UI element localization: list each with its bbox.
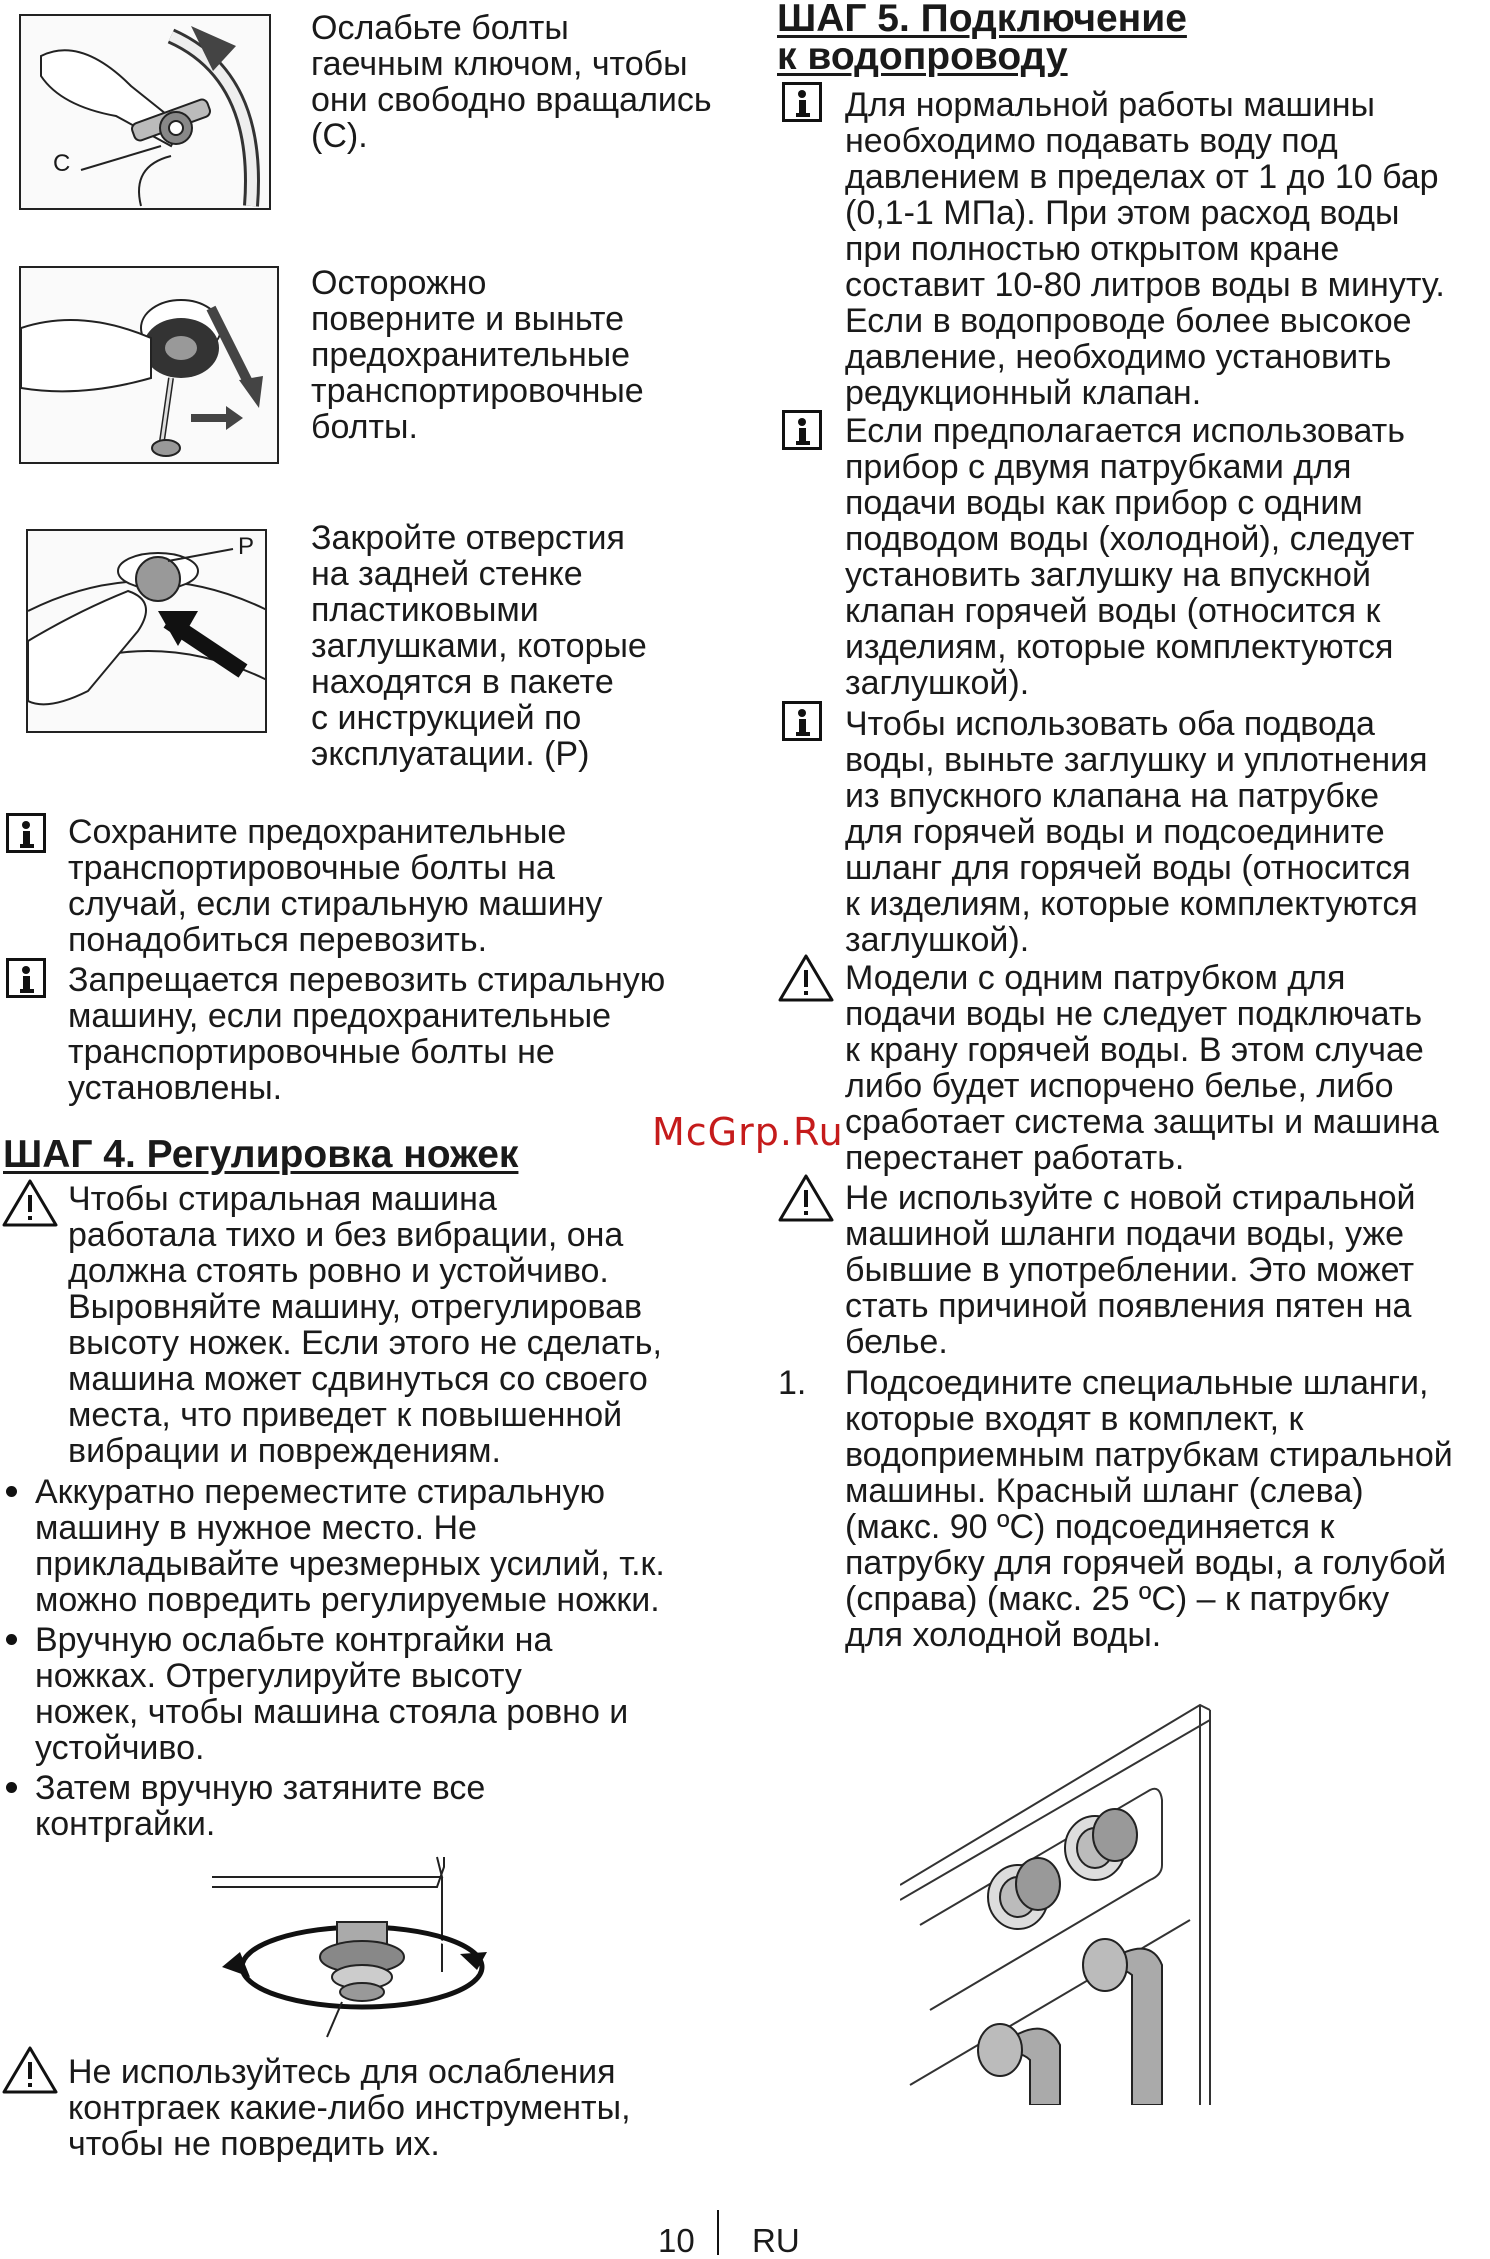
bullet-dot [6, 1486, 17, 1497]
info-icon [782, 701, 822, 741]
step4-bullet-3: Затем вручную затяните все контргайки. [35, 1769, 486, 1843]
bullet-dot [6, 1634, 17, 1645]
figure-loosen-bolts [19, 14, 271, 210]
step5-step-number: 1. [778, 1364, 807, 1402]
note-keep-bolts: Сохраните предохранительные транспортировочные болты на случай, если стиральную машину понадобиться перевозить. [68, 813, 603, 959]
note-no-transport: Запрещается перевозить стиральную машину, если предохранительные транспортировочные болты не установлены. [68, 961, 666, 1107]
warning-icon [778, 1173, 834, 1223]
footer-divider [717, 2210, 719, 2255]
step5-title: ШАГ 5. Подключение к водопроводу [777, 0, 1187, 78]
step4-bullet-2: Вручную ослабьте контргайки на ножках. Отрегулируйте высоту ножек, чтобы машина стояла ровно и устойчиво. [35, 1621, 629, 1767]
step4-title: ШАГ 4. Регулировка ножек [3, 1133, 519, 1176]
step4-bullet-1: Аккуратно переместите стиральную машину в нужное место. Не прикладывайте чрезмерных усилий, т.к. можно повредить регулируемые ножки. [35, 1473, 665, 1619]
figure-insert-plugs [26, 529, 267, 733]
step5-info-single-inlet: Если предполагается использовать прибор с двумя патрубками для подачи воды как прибор с одним подводом воды (холодной), следует установить заглушку на впускной клапан горячей воды (относится к изделиям, которые комплектуются заглушкой). [845, 412, 1415, 702]
info-icon [782, 410, 822, 450]
step5-warning-hot-water: Модели с одним патрубком для подачи воды не следует подключать к крану горячей воды. В этом случае либо будет испорчено белье, либо сработает система защиты и машина перестанет работать. [845, 959, 1439, 1177]
figure-label-p: P [238, 533, 255, 560]
fig2-caption: Осторожно поверните и выньте предохранительные транспортировочные болты. [311, 264, 644, 446]
step4-warning-tools: Не используйтесь для ослабления контргаек какие-либо инструменты, чтобы не повредить их. [68, 2053, 631, 2163]
fig1-caption: Ослабьте болты гаечным ключом, чтобы они свободно вращались (С). [311, 9, 712, 155]
foot-adjust-illustration [212, 1852, 492, 2042]
step5-info-both-inlets: Чтобы использовать оба подвода воды, выньте заглушку и уплотнения из впускного клапана на патрубке для горячей воды и подсоедините шланг для горячей воды (относится к изделиям, которые комплектуются заглушкой). [845, 705, 1428, 959]
page-language: RU [752, 2222, 800, 2259]
watermark: McGrp.Ru [652, 1110, 844, 1154]
info-icon [6, 813, 46, 853]
step5-warning-used-hoses: Не используйте с новой стиральной машиной шланги подачи воды, уже бывшие в употреблении. Это может стать причиной появления пятен на белье. [845, 1179, 1416, 1361]
step5-step-connect-hoses: Подсоедините специальные шланги, которые входят в комплект, к водоприемным патрубкам стиральной машины. Красный шланг (слева) (макс. 90 ºС) подсоединяется к патрубку для горячей воды, а голубой (справа) (макс. 25 ºС) – к патрубку для холодной воды. [845, 1364, 1453, 1654]
page-number: 10 [658, 2222, 695, 2259]
bolt-removal-illustration [21, 268, 279, 464]
info-icon [782, 82, 822, 122]
figure-label-c: С [53, 150, 71, 177]
fig3-caption: Закройте отверстия на задней стенке пластиковыми заглушками, которые находятся в пакете с инструкцией по эксплуатации. (Р) [311, 519, 647, 773]
step5-info-pressure: Для нормальной работы машины необходимо подавать воду под давлением в пределах от 1 до 10 бар (0,1-1 МПа). При этом расход воды при полностью открытом кране составит 10-80 литров воды в минуту. Если в водопроводе более высокое давление, необходимо установить редукционный клапан. [845, 86, 1445, 412]
water-inlet-illustration [900, 1665, 1240, 2105]
plug-illustration [28, 531, 267, 733]
info-icon [6, 958, 46, 998]
wrench-illustration [21, 16, 271, 210]
warning-icon [2, 2045, 58, 2095]
figure-remove-bolts [19, 266, 279, 464]
bullet-dot [6, 1782, 17, 1793]
warning-icon [2, 1178, 58, 1228]
step4-warning: Чтобы стиральная машина работала тихо и без вибрации, она должна стоять ровно и устойчиво. Выровняйте машину, отрегулировав высоту ножек. Если этого не сделать, машина может сдвинуться со своего места, что приведет к повышенной вибрации и повреждениям. [68, 1180, 662, 1470]
warning-icon [778, 953, 834, 1003]
